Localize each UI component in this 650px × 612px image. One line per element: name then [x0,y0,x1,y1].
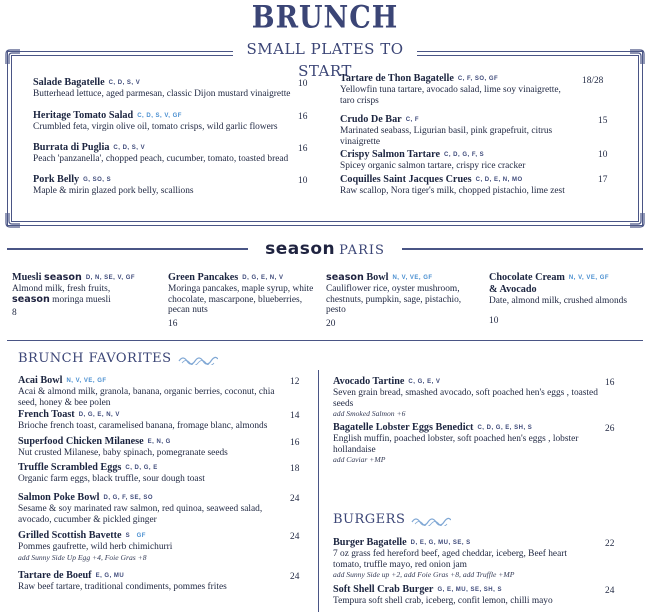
season-logo: season [265,239,336,259]
menu-item: French Toast D, G, E, N, V Brioche french toast, caramelised banana, fromage blanc, almonds [18,409,268,431]
item-price: 16 [605,378,615,388]
item-price: 24 [290,532,300,542]
menu-item: Burrata di Puglia C, D, S, V Peach 'panzanella', chopped peach, cucumber, tomato, toasted bread [33,142,289,164]
menu-item: Burger Bagatelle D, E, G, MU, SE, S 7 oz grass fed hereford beef, aged cheddar, iceberg, Beef heart tomato, truffle mayo, red onion jam add Sunny Side up +2, add Foie Gras +8, add Truffle +MP [333,537,567,579]
item-price: 16 [298,112,308,122]
item-price: 20 [326,318,336,329]
item-price: 24 [605,586,615,596]
burgers-heading: BURGERS [333,512,451,527]
corner-ornament-icon [4,48,22,66]
menu-item: Pork Belly G, SO, S Maple & mirin glazed pork belly, scallions [33,174,194,196]
menu-item: Acai Bowl N, V, VE, GF Acai & almond milk, granola, banana, organic berries, coconut, chia seed, honey & bee polen [18,375,275,408]
menu-item: Avocado Tartine C, G, E, V Seven grain bread, smashed avocado, soft poached hen's eggs , toasted seeds add Smoked Salmon +6 [333,376,598,418]
item-price: 14 [290,411,300,421]
menu-item: Salmon Poke Bowl D, G, F, SE, SO Sesame & soy marinated raw salmon, red quinoa, seaweed salad, avocado, cucumber & pickled ginger [18,492,263,525]
menu-item: Soft Shell Crab Burger G, E, MU, SE, SH, S Tempura soft shell crab, iceberg, confit lemon, chilli mayo [333,584,553,606]
menu-item: Green Pancakes D, G, E, N, V Moringa pancakes, maple syrup, white chocolate, mascarpone, blueberries, pecan nuts 16 [168,272,318,329]
corner-ornament-icon [4,211,22,229]
menu-item: Heritage Tomato Salad C, D, S, V, GF Crumbled feta, virgin olive oil, tomato crisps, wild garlic flowers [33,110,278,132]
menu-item: Coquilles Saint Jacques Crues C, D, E, N, MO Raw scallop, Nora tiger's milk, chopped pistachio, lime zest [340,174,565,196]
brunch-favorites-heading: BRUNCH FAVORITES [18,351,218,366]
menu-item: Tartare de Thon Bagatelle C, F, SO, GF Yellowfin tuna tartare, avocado salad, lime soy vinaigrette, taro crisps [340,73,561,106]
menu-item: Muesli season D, N, SE, V, GF Almond milk, fresh fruits, season moringa muesli 8 [12,272,162,319]
item-price: 16 [168,318,178,329]
item-price: 10 [298,176,308,186]
item-price: 10 [489,315,499,326]
item-price: 8 [12,308,17,318]
corner-ornament-icon [628,48,646,66]
menu-item: Chocolate Cream N, V, VE, GF & Avocado Date, almond milk, crushed almonds 10 [489,272,644,326]
divider [7,340,643,341]
menu-item: Grilled Scottish Bavette S GF Pommes gaufrette, wild herb chimichurri add Sunny Side Up Egg +4, Foie Gras +8 [18,530,173,562]
menu-item: Superfood Chicken Milanese E, N, G Nut crusted Milanese, baby spinach, pomegranate seeds [18,436,228,458]
corner-ornament-icon [628,211,646,229]
wave-ornament-icon [178,353,218,365]
wave-ornament-icon [411,514,451,526]
menu-item: Salade Bagatelle C, D, S, V Butterhead lettuce, aged parmesan, classic Dijon mustard vinaigrette [33,77,291,99]
item-price: 10 [298,79,308,89]
item-price: 26 [605,424,615,434]
column-divider [318,370,319,612]
item-price: 12 [290,377,300,387]
item-price: 17 [598,175,608,185]
season-paris-heading: season PARIS [248,236,402,262]
item-price: 18 [290,464,300,474]
item-price: 18/28 [582,76,604,86]
menu-item: Crispy Salmon Tartare C, D, G, F, S Spicey organic salmon tartare, crispy rice cracker [340,149,526,171]
menu-item: Tartare de Boeuf E, G, MU Raw beef tartare, traditional condiments, pommes frites [18,570,227,592]
item-price: 24 [290,494,300,504]
item-price: 16 [298,144,308,154]
menu-title: BRUNCH [251,0,399,36]
menu-item: Bagatelle Lobster Eggs Benedict C, D, G, E, SH, S English muffin, poached lobster, soft poached hen's eggs , lobster hollandaise add Caviar +MP [333,422,579,464]
small-plates-heading: SMALL PLATES TO START [233,38,417,60]
menu-item: Truffle Scrambled Eggs C, D, G, E Organic farm eggs, black truffle, sour dough toast [18,462,205,484]
menu-item: Crudo De Bar C, F Marinated seabass, Ligurian basil, pink grapefruit, citrus vinaigrette [340,114,553,147]
item-price: 22 [605,539,615,549]
item-price: 15 [598,116,608,126]
item-price: 24 [290,572,300,582]
menu-item: season Bowl N, V, VE, GF Cauliflower rice, oyster mushroom, chestnuts, pumpkin, sage, pistachio, pesto 20 [326,272,476,329]
item-price: 10 [598,150,608,160]
item-price: 16 [290,438,300,448]
